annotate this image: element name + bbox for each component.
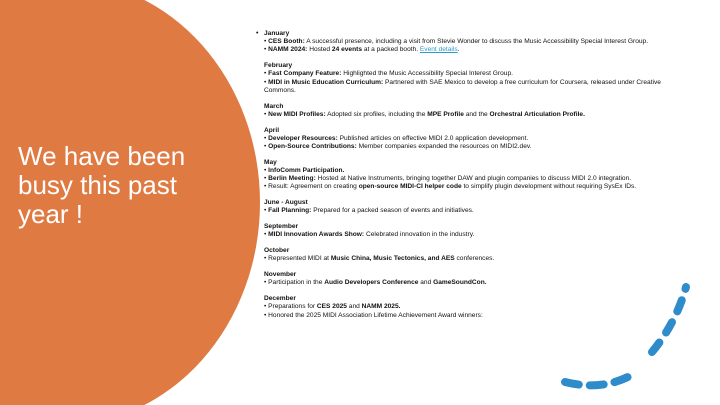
item-text: • (264, 78, 269, 86)
event-details-link[interactable]: Event details (419, 46, 458, 54)
month-heading: April (264, 126, 280, 134)
month-section (264, 223, 664, 239)
timeline-item (264, 279, 664, 287)
month-heading: May (264, 158, 277, 166)
slide-title: We have been busy this past year ! (18, 141, 186, 229)
timeline-item (264, 231, 664, 239)
month-section (264, 199, 664, 215)
item-highlight: Fast Company Feature: (268, 70, 342, 78)
item-text: • Represented MIDI at (264, 255, 331, 263)
timeline-item (264, 207, 664, 215)
timeline-sections (264, 30, 664, 320)
month-heading: December (264, 295, 296, 303)
timeline-item (264, 70, 664, 78)
item-highlight: MIDI in Music Education Curriculum: (268, 78, 384, 86)
item-text: at a packed booth. (361, 46, 420, 54)
item-text: Partnered with SAE Mexico to develop a free curriculum for Coursera, released under Creative Commons. (264, 78, 661, 94)
timeline-item (264, 79, 664, 95)
item-text: • (264, 143, 269, 151)
item-highlight: CES 2025 (316, 303, 347, 311)
item-text: Celebrated innovation in the industry. (364, 231, 475, 239)
item-text: • (264, 134, 269, 142)
item-highlight: 24 events (331, 46, 362, 54)
item-text: Adopted six profiles, including the (325, 110, 428, 118)
item-highlight: Berlin Meeting: (268, 175, 316, 183)
item-highlight: Music China, Music Tectonics, and AES (330, 255, 455, 263)
item-highlight: open-source MIDI-CI helper code (358, 183, 462, 191)
item-text: Hosted (307, 46, 332, 54)
item-text: • (264, 175, 269, 183)
month-section (264, 271, 664, 287)
timeline-item (264, 167, 664, 175)
item-text: Prepared for a packed season of events and initiatives. (311, 207, 474, 215)
item-highlight: GameSoundCon. (433, 279, 487, 287)
item-highlight: MPE Profile (427, 110, 464, 118)
item-text: . (457, 46, 460, 54)
month-heading: February (264, 62, 293, 70)
item-highlight: NAMM 2024: (268, 46, 308, 54)
item-highlight: MIDI Innovation Awards Show: (268, 231, 365, 239)
item-text: • (264, 46, 269, 54)
month-heading: January (264, 30, 290, 37)
item-text: • (264, 38, 269, 46)
month-heading: October (264, 247, 290, 255)
item-highlight: Orchestral Articulation Profile. (489, 110, 585, 118)
item-highlight: InfoComm Participation. (268, 167, 345, 175)
month-section (264, 247, 664, 263)
month-heading: June - August (264, 199, 308, 207)
item-text: • (264, 231, 269, 239)
month-heading: March (264, 102, 284, 110)
month-section (264, 103, 664, 119)
month-heading: November (264, 271, 297, 279)
item-text: • (264, 167, 269, 175)
item-text: • (264, 70, 269, 78)
item-highlight: Developer Resources: (268, 134, 338, 142)
item-text: A successful presence, including a visit from Stevie Wonder to discuss the Music Accessibility Special Interest Group. (304, 38, 649, 46)
month-heading: September (264, 223, 299, 231)
item-text: conferences. (454, 255, 495, 263)
month-section (264, 295, 664, 320)
timeline-item (264, 135, 664, 143)
item-text: • (264, 207, 269, 215)
timeline-item (264, 175, 664, 183)
item-highlight: CES Booth: (268, 38, 305, 46)
timeline-item (264, 312, 664, 320)
bullet-dot: • (256, 30, 259, 37)
item-text: • Honored the 2025 MIDI Association Lifetime Achievement Award winners: (264, 311, 483, 319)
timeline-item (264, 111, 664, 119)
month-section (264, 62, 664, 95)
item-highlight: Fall Planning: (268, 207, 312, 215)
item-text: Member companies expanded the resources on MIDI2.dev. (356, 143, 532, 151)
month-section (264, 127, 664, 152)
month-section (264, 30, 664, 55)
timeline-item (264, 303, 664, 311)
item-text: to simplify plugin development without requiring SysEx IDs. (461, 183, 637, 191)
item-text: Published articles on effective MIDI 2.0 application development. (337, 134, 529, 142)
timeline-item (264, 38, 664, 46)
item-text: • (264, 110, 269, 118)
item-text: Hosted at Native Instruments, bringing together DAW and plugin companies to discuss MIDI 2.0 integration. (315, 175, 632, 183)
month-section (264, 159, 664, 192)
item-text: and the (463, 110, 490, 118)
item-text: and (418, 279, 434, 287)
item-highlight: New MIDI Profiles: (268, 110, 326, 118)
timeline-item (264, 255, 664, 263)
timeline-item (264, 46, 664, 54)
item-text: • Preparations for (264, 303, 317, 311)
item-text: • Participation in the (264, 279, 325, 287)
item-highlight: Open-Source Contributions: (268, 143, 357, 151)
timeline-content (256, 30, 664, 327)
swoosh-lower-stroke (565, 372, 637, 385)
timeline-item (264, 183, 664, 191)
item-text: • Result: Agreement on creating (264, 183, 359, 191)
item-highlight: Audio Developers Conference (324, 279, 419, 287)
item-text: and (346, 303, 362, 311)
item-text: Highlighted the Music Accessibility Special Interest Group. (341, 70, 513, 78)
timeline-item (264, 143, 664, 151)
item-highlight: NAMM 2025. (361, 303, 401, 311)
